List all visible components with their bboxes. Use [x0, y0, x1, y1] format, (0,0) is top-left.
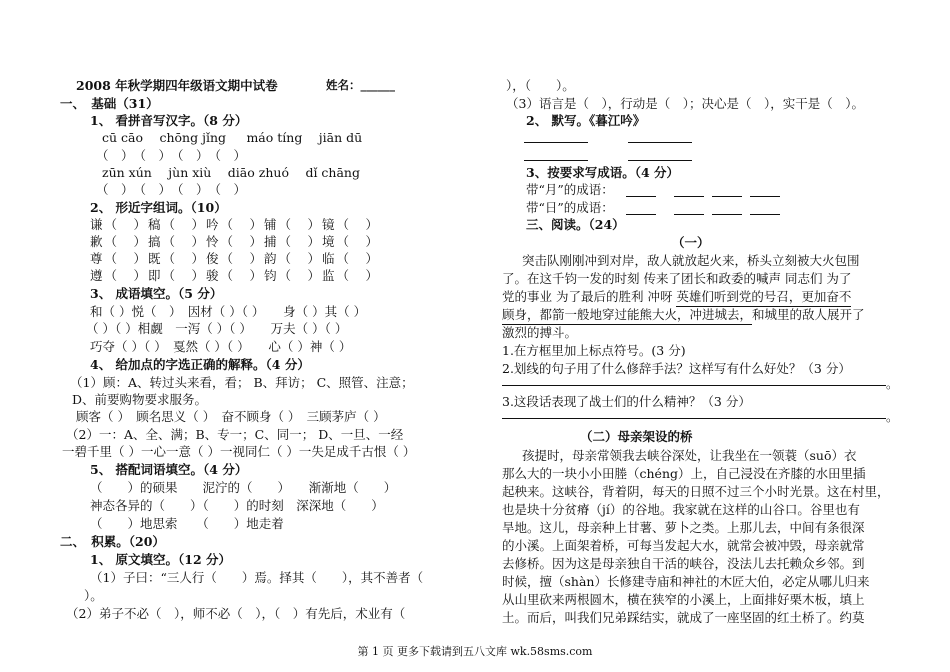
- q8-heading: 3、按要求写成语。（4 分）: [526, 165, 679, 180]
- idiom-row-1: 和（ ）悦（ ） 因材（ ）（ ） 身（ ）其（ ）: [90, 304, 367, 319]
- sun-idiom-blank-2: [674, 214, 704, 215]
- reading-q3: 3.这段话表现了战士们的什么精神？（3 分）: [502, 394, 751, 409]
- idiom-row-2: （ ）（ ）相觑 一泻（ ）（ ） 万夫（ ）（ ）: [86, 321, 348, 336]
- fill-line-3: （2）弟子不必（ ），师不必（ ），（ ）有先后，术业有（: [66, 606, 406, 621]
- sun-idiom-blank-1: [626, 214, 656, 215]
- name-field-label: 姓名：______: [326, 78, 395, 92]
- passage-1-line-5: 激烈的搏斗。: [502, 325, 578, 340]
- exam-title: 2008 年秋学期四年级语文期中试卷: [76, 78, 278, 93]
- q4-heading: 4、 给加点的字选正确的解释。（4 分）: [90, 357, 310, 372]
- poem-line-blank-3: [524, 160, 588, 161]
- collocation-row-3: （ ）地思索 （ ）地走着: [90, 516, 284, 531]
- answer-line-q3-period: 。: [886, 409, 899, 424]
- similar-char-row-3: 尊（ ）既（ ）俊（ ）韵（ ）临（ ）: [90, 251, 381, 266]
- sun-idiom-blank-4: [750, 214, 780, 215]
- moon-idiom-blank-3: [712, 196, 742, 197]
- moon-idiom-blank-1: [626, 196, 656, 197]
- passage-2-line-6: 的小溪。上面架着桥，可每当发起大水，就常会被冲毁，母亲就常: [502, 538, 865, 553]
- explain-line-5: 一碧千里（ ）一心一意（ ）一视同仁（ ）一失足成千古恨（ ）: [62, 444, 416, 459]
- passage-2-line-7: 去修桥。因为这是母亲独自干活的峡谷，没法儿去托赖众乡邻。到: [502, 556, 865, 571]
- q1-heading: 1、 看拼音写汉字。（8 分）: [90, 113, 248, 128]
- section-3-heading: 三、阅读。（24）: [526, 217, 625, 232]
- fill-line-4: ），（ ）。: [506, 78, 575, 93]
- section-1-heading: 一、 基础（31）: [60, 96, 159, 111]
- passage-1-line-3: [502, 287, 851, 307]
- answer-line-q2[interactable]: [502, 385, 886, 386]
- passage-2-title: （二）母亲架设的桥: [580, 429, 693, 444]
- reading-q2: 2.划线的句子用了什么修辞手法？这样写有什么好处？（3 分）: [502, 361, 851, 376]
- answer-line-q3[interactable]: [502, 418, 886, 419]
- passage-1-line-4-plain: 和城里的敌人展开了: [752, 307, 865, 322]
- passage-2-line-9: 从山里砍来两根圆木，横在狭窄的小溪上，上面排好栗木板，填上: [502, 592, 865, 607]
- collocation-row-2: 神态各异的（ ）（ ）的时刻 深深地（ ）: [90, 498, 384, 513]
- passage-1-underlined-part-2: 顾身，都箭一般地穿过能熊大火，冲进城去，: [502, 305, 752, 325]
- passage-2-line-2: 那么大的一块小小田塍（chéng）上，自己浸没在齐膝的水田里插: [502, 466, 866, 481]
- moon-idiom-label: 带“月”的成语：: [526, 182, 614, 197]
- explain-line-3: 顾客（ ） 顾名思义（ ） 奋不顾身（ ） 三顾茅庐（ ）: [76, 409, 386, 424]
- idiom-row-3: 巧夺（ ）（ ） 戛然（ ）（ ） 心（ ）神（ ）: [90, 339, 352, 354]
- page-footer: 第 1 页 更多下载请到五八文库 wk.58sms.com: [357, 645, 593, 658]
- poem-line-blank-2: [628, 142, 692, 143]
- q7-heading: 2、 默写。《暮江吟》: [526, 113, 646, 128]
- poem-line-blank-1: [524, 142, 588, 143]
- passage-1-line-3-plain: 党的事业 为了最后的胜利 冲呀: [502, 289, 677, 304]
- reading-q1: 1.在方框里加上标点符号。(3 分): [502, 343, 686, 358]
- passage-2-line-8: 时候，擅（shàn）长修建寺庙和神社的木匠大伯，必定从哪儿归来: [502, 574, 870, 589]
- explain-line-2: D、前要购物要求服务。: [72, 392, 208, 407]
- collocation-row-1: （ ）的硕果 泥泞的（ ） 渐渐地（ ）: [90, 480, 397, 495]
- q5-heading: 5、 搭配词语填空。（4 分）: [90, 462, 248, 477]
- similar-char-row-2: 歉（ ）搞（ ）怜（ ）捕（ ）境（ ）: [90, 234, 381, 249]
- passage-1-line-4: [502, 305, 865, 325]
- passage-2-line-10: 土。而后，叫我们兄弟踩结实，就成了一座坚固的红土桥了。约莫: [502, 610, 865, 625]
- q3-heading: 3、 成语填空。（5 分）: [90, 286, 223, 301]
- sun-idiom-blank-3: [712, 214, 742, 215]
- sun-idiom-label: 带“日”的成语：: [526, 200, 614, 215]
- fill-line-5: （3）语言是（ ），行动是（ ）；决心是（ ），实干是（ ）。: [506, 96, 864, 111]
- passage-1-underlined-part-1: 英雄们听到党的号召，更加奋不: [676, 287, 851, 307]
- q6-heading: 1、 原文填空。（12 分）: [90, 552, 232, 567]
- moon-idiom-blank-2: [674, 196, 704, 197]
- passage-1-line-2: 了。在这千钧一发的时刻 传来了团长和政委的喊声 同志们 为了: [502, 271, 852, 286]
- answer-brackets-row-2: （ ） （ ） （ ） （ ）: [96, 182, 247, 197]
- explain-line-4: （2）一：A、全、满；B、专一；C、同一； D、一旦、一经: [66, 427, 404, 442]
- fill-line-2: ）。: [84, 588, 103, 603]
- similar-char-row-4: 遵（ ）即（ ）骏（ ）钧（ ）监（ ）: [90, 268, 381, 283]
- poem-line-blank-4: [628, 160, 692, 161]
- q2-heading: 2、 形近字组词。（10）: [90, 200, 227, 215]
- pinyin-row-2: zūn xún jùn xiù diāo zhuó dǐ chāng: [102, 165, 360, 180]
- similar-char-row-1: 谦（ ）稿（ ）吟（ ）铺（ ）镜（ ）: [90, 217, 381, 232]
- passage-2-line-3: 起秧来。这峡谷，背着阴，每天的日照不过三个小时光景。这在村里，: [502, 484, 890, 499]
- pinyin-row-1: cū cāo chōng jǐng máo tíng jiān dū: [102, 130, 363, 145]
- passage-1-line-1: 突击队刚刚冲到对岸，敌人就放起火来，桥头立刻被大火包围: [522, 253, 860, 268]
- answer-line-q2-period: 。: [886, 376, 899, 391]
- passage-2-line-4: 也是块十分贫瘠（jí）的谷地。我家就在这样的山谷口。谷里也有: [502, 502, 860, 517]
- passage-2-line-1: 孩提时，母亲常领我去峡谷深处，让我坐在一领蓑（suō）衣: [522, 448, 857, 463]
- passage-1-title: （一）: [672, 235, 710, 250]
- fill-line-1: （1）子曰：“三人行（ ）焉。择其（ ），其不善者（: [90, 570, 424, 585]
- section-2-heading: 二、 积累。（20）: [60, 534, 165, 549]
- passage-2-line-5: 旱地。这儿，母亲种上甘薯、萝卜之类。上那儿去，中间有条很深: [502, 520, 865, 535]
- answer-brackets-row-1: （ ） （ ） （ ） （ ）: [96, 148, 247, 163]
- moon-idiom-blank-4: [750, 196, 780, 197]
- explain-line-1: （1）顾：A、转过头来看，看； B、拜访； C、照管、注意；: [70, 375, 414, 390]
